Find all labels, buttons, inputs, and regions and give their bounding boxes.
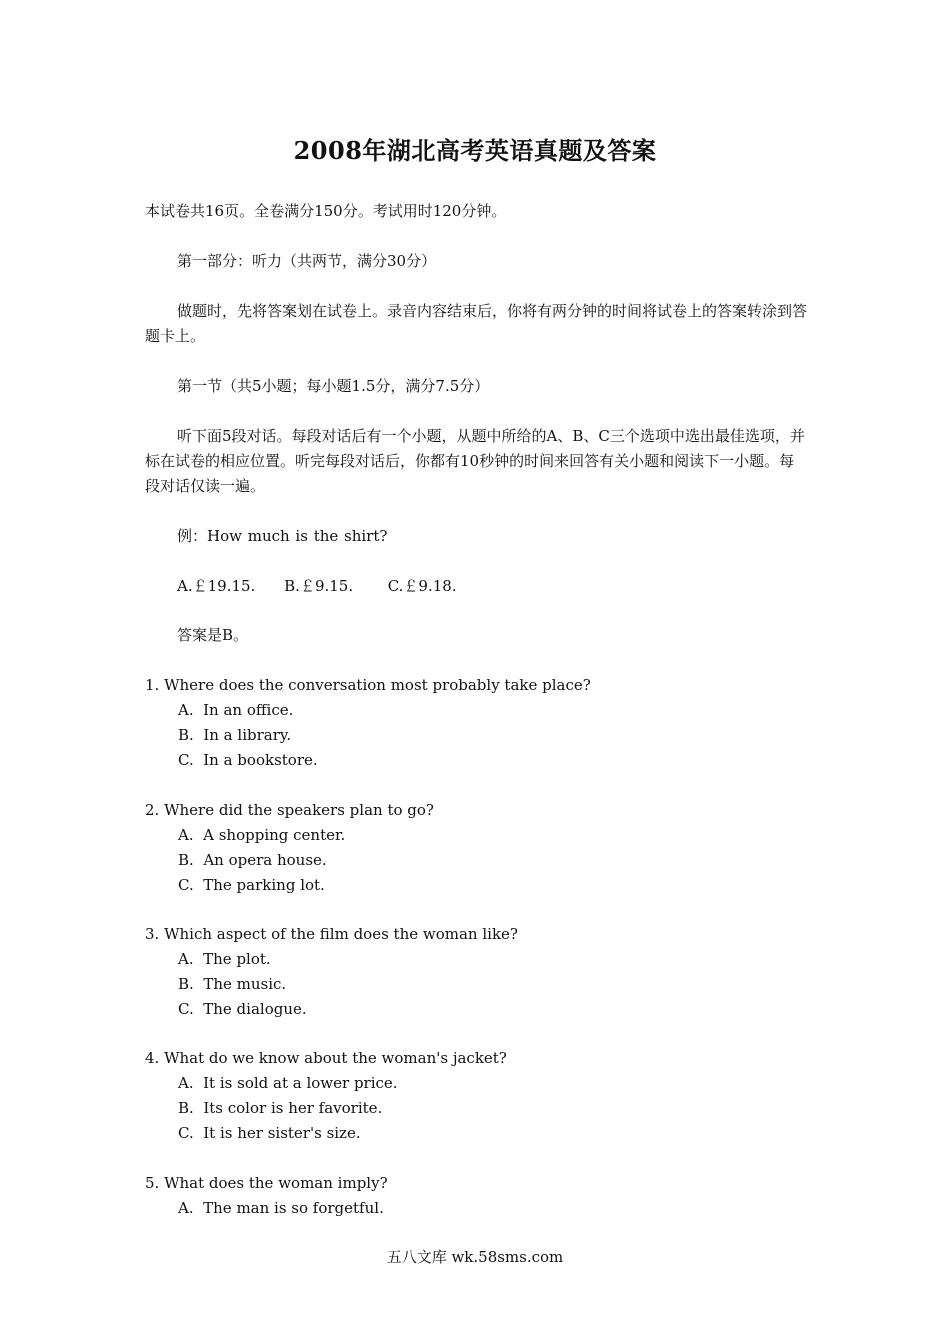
option-a: A. In an office. [178,701,294,719]
question-4 [145,1046,808,1146]
question-text: 1. Where does the conversation most probably take place? [145,676,591,694]
option-c: C. In a bookstore. [178,751,318,769]
option-b: B. An opera house. [178,851,327,869]
question-3 [145,922,808,1022]
exam-intro: 本试卷共16页。全卷满分150分。考试用时120分钟。 [145,202,507,220]
instruction-paragraph-2: 听下面5段对话。每段对话后有一个小题，从题中所给的A、B、C三个选项中选出最佳选项，并标在试卷的相应位置。听完每段对话后，你都有10秒钟的时间来回答有关小题和阅读下一小题。每段对话仅读一遍。 [145,427,805,495]
section1-heading: 第一节（共5小题；每小题1.5分，满分7.5分） [177,377,490,395]
instruction-paragraph-1: 做题时，先将答案划在试卷上。录音内容结束后，你将有两分钟的时间将试卷上的答案转涂到答题卡上。 [145,302,808,345]
question-text: 3. Which aspect of the film does the woman like? [145,925,518,943]
question-5 [145,1171,808,1221]
part1-heading: 第一部分：听力（共两节，满分30分） [177,252,437,270]
option-b: B. The music. [178,975,287,993]
option-c: C. The dialogue. [178,1000,307,1018]
page-footer: 五八文库 wk.58sms.com [386,1248,564,1266]
option-c: C. It is her sister's size. [178,1124,361,1142]
question-1 [145,673,808,773]
option-b: B. In a library. [178,726,292,744]
example-answer: 答案是B。 [177,626,249,644]
example-question: 例：How much is the shirt? [177,527,388,545]
option-b: B. Its color is her favorite. [178,1099,383,1117]
option-a: A. The plot. [178,950,271,968]
question-text: 5. What does the woman imply? [145,1174,388,1192]
question-text: 2. Where did the speakers plan to go? [145,801,434,819]
option-a: A. It is sold at a lower price. [178,1074,398,1092]
option-a: A. A shopping center. [178,826,346,844]
option-c: C. The parking lot. [178,876,325,894]
question-text: 4. What do we know about the woman's jacket? [145,1049,507,1067]
question-2 [145,798,808,898]
page-title: 2008年湖北高考英语真题及答案 [293,136,657,165]
example-options: A.￡19.15. B.￡9.15. C.￡9.18. [177,577,457,595]
option-a: A. The man is so forgetful. [178,1199,384,1217]
